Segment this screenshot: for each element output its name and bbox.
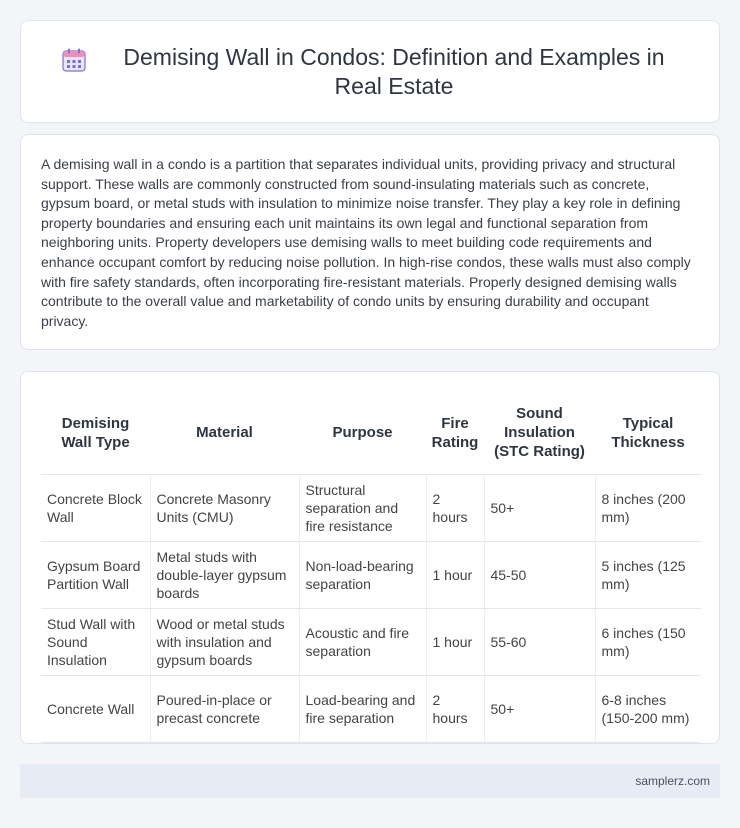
table-header-cell: Material: [150, 392, 299, 474]
table-cell: 2 hours: [426, 474, 484, 541]
title-wrap: [21, 43, 719, 101]
footer-site-link[interactable]: samplerz.com: [635, 774, 710, 788]
title-card: [20, 20, 720, 123]
table-cell: Load-bearing and fire separation: [299, 675, 426, 742]
table-card: [20, 371, 720, 744]
table-row: [41, 541, 701, 608]
table-cell: 1 hour: [426, 541, 484, 608]
table-header-cell: Typical Thickness: [595, 392, 701, 474]
table-cell: Stud Wall with Sound Insulation: [41, 608, 150, 675]
table-header-cell: Sound Insulation (STC Rating): [484, 392, 595, 474]
table-header-cell: Fire Rating: [426, 392, 484, 474]
table-cell: Metal studs with double-layer gypsum boards: [150, 541, 299, 608]
table-cell: 45-50: [484, 541, 595, 608]
table-cell: 6-8 inches (150-200 mm): [595, 675, 701, 742]
table-cell: 8 inches (200 mm): [595, 474, 701, 541]
table-cell: Concrete Block Wall: [41, 474, 150, 541]
table-cell: Gypsum Board Partition Wall: [41, 541, 150, 608]
table-cell: Concrete Wall: [41, 675, 150, 742]
intro-paragraph: A demising wall in a condo is a partition that separates individual units, providing privacy and structural support. These walls are commonly constructed from sound-insulating materials such as concrete, gypsum board, or metal studs with insulation to minimize noise transfer. They play a key role in defining property boundaries and ensuring each unit maintains its own legal and functional separation from neighboring units. Property developers use demising walls to meet building code requirements and enhance occupant comfort by reducing noise pollution. In high-rise condos, these walls must also comply with fire safety standards, often incorporating fire-resistant materials. Properly designed demising walls contribute to the overall value and marketability of condo units by ensuring durability and occupant privacy.: [41, 156, 691, 329]
table-cell: 50+: [484, 675, 595, 742]
table-header-cell: Demising Wall Type: [41, 392, 150, 474]
table-cell: 2 hours: [426, 675, 484, 742]
footer: [20, 764, 720, 798]
table-cell: Acoustic and fire separation: [299, 608, 426, 675]
comparison-table: [41, 392, 701, 743]
table-header-cell: Purpose: [299, 392, 426, 474]
page-title: Demising Wall in Condos: Definition and Examples in Real Estate: [123, 43, 665, 99]
table-cell: 55-60: [484, 608, 595, 675]
table-header-row: [41, 392, 701, 474]
table-row: [41, 474, 701, 541]
table-cell: 50+: [484, 474, 595, 541]
table-cell: 5 inches (125 mm): [595, 541, 701, 608]
table-cell: 6 inches (150 mm): [595, 608, 701, 675]
intro-card: [20, 134, 720, 350]
table-row: [41, 675, 701, 742]
table-cell: 1 hour: [426, 608, 484, 675]
table-cell: Concrete Masonry Units (CMU): [150, 474, 299, 541]
table-cell: Wood or metal studs with insulation and gypsum boards: [150, 608, 299, 675]
table-cell: Non-load-bearing separation: [299, 541, 426, 608]
table-cell: Poured-in-place or precast concrete: [150, 675, 299, 742]
table-row: [41, 608, 701, 675]
calendar-icon: [61, 47, 87, 73]
table-cell: Structural separation and fire resistance: [299, 474, 426, 541]
